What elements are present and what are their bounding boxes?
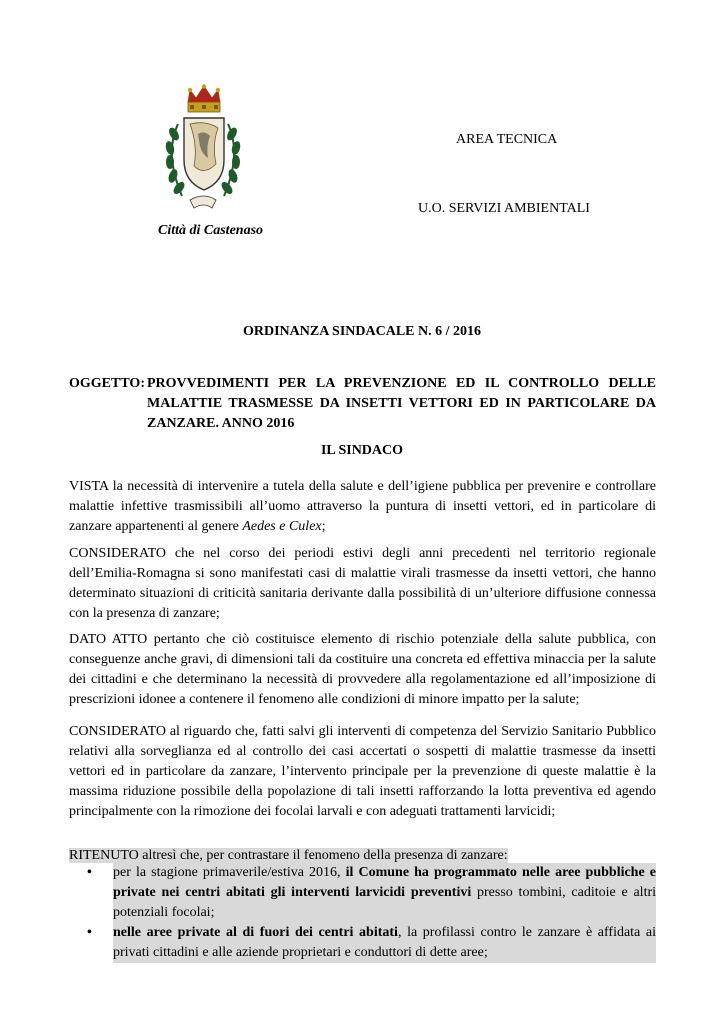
vista-genus: Aedes e Culex <box>242 519 322 534</box>
subject-block <box>69 374 656 434</box>
paragraph-vista <box>69 477 656 537</box>
city-coat-of-arms-icon <box>160 84 246 224</box>
subject-text: PROVVEDIMENTI PER LA PREVENZIONE ED IL CONTROLLO DELLE MALATTIE TRASMESSE DA INSETTI VETTORI ED IN PARTICOLARE DA ZANZARE. ANNO 2016 <box>147 376 656 431</box>
bullet-emphasis: il Comune ha programmato nelle aree pubbliche e private nei centri abitati gli interventi larvicidi preventivi <box>113 865 656 900</box>
mayor-heading: IL SINDACO <box>320 443 404 458</box>
paragraph-considerato-2: CONSIDERATO al riguardo che, fatti salvi gli interventi di competenza del Servizio Sanitario Pubblico relativi alla sorveglianza ed al controllo dei casi accertati o sospetti di malattie trasmesse da insetti vettori ed in particolare da zanzare, l’intervento principale per la prevenzione di queste malattie è la massima riduzione possibile della popolazione di tali insetti rafforzando la lotta preventiva ed agendo principalmente con la rimozione dei focolai larvali e con adeguati trattamenti larvicidi; <box>69 724 656 819</box>
department-area: AREA TECNICA <box>456 132 558 147</box>
bullet-body <box>113 863 656 923</box>
list-item <box>69 863 656 923</box>
list-item <box>69 923 656 963</box>
bullet-text: presso tombini, caditoie e altri potenziali focolai; <box>113 885 657 920</box>
department-unit: U.O. SERVIZI AMBIENTALI <box>418 201 590 216</box>
bullet-text: , la profilassi contro le zanzare è affidata ai privati cittadini e alle aziende proprietari e conduttori di dette aree; <box>113 925 656 960</box>
bullet-icon: • <box>87 925 92 940</box>
bullet-text: per la stagione primaverile/estiva 2016, <box>113 865 346 880</box>
bullet-icon: • <box>87 865 92 880</box>
subject-label: OGGETTO: <box>69 376 145 391</box>
vista-text: VISTA la necessità di intervenire a tutela della salute e dell’igiene pubblica per prevenire e controllare malattie infettive trasmissibili all’uomo attraverso la puntura di insetti vettori, ed in particolare di zanzare appartenenti al genere <box>69 479 656 534</box>
ritenuto-text: RITENUTO altresì che, per contrastare il fenomeno della presenza di zanzare: <box>69 848 508 863</box>
vista-end: ; <box>321 519 326 534</box>
paragraph-dato-atto: DATO ATTO pertanto che ciò costituisce elemento di rischio potenziale della salute pubblica, con conseguenze anche gravi, di dimensioni tali da costituire una concreta ed effettiva minaccia per la salute dei cittadini e che determinano la necessità di provvedere alla regolamentazione ed all’imposizione di prescrizioni idonee a contenere il fenomeno alle condizioni di minore impatto per la salute; <box>69 632 656 707</box>
bullet-list <box>69 863 656 963</box>
city-name: Città di Castenaso <box>158 223 264 238</box>
paragraph-considerato-1: CONSIDERATO che nel corso dei periodi estivi degli anni precedenti nel territorio regionale dell’Emilia-Romagna si sono manifestati casi di malattie virali trasmesse da insetti vettori, che hanno determinato situazioni di criticità sanitaria derivante dalla possibilità di un’ulteriore diffusione connessa con la presenza di zanzare; <box>69 546 656 621</box>
bullet-emphasis: nelle aree private al di fuori dei centri abitati <box>113 925 398 940</box>
ordinance-title: ORDINANZA SINDACALE N. 6 / 2016 <box>242 324 482 339</box>
bullet-body <box>113 923 656 963</box>
